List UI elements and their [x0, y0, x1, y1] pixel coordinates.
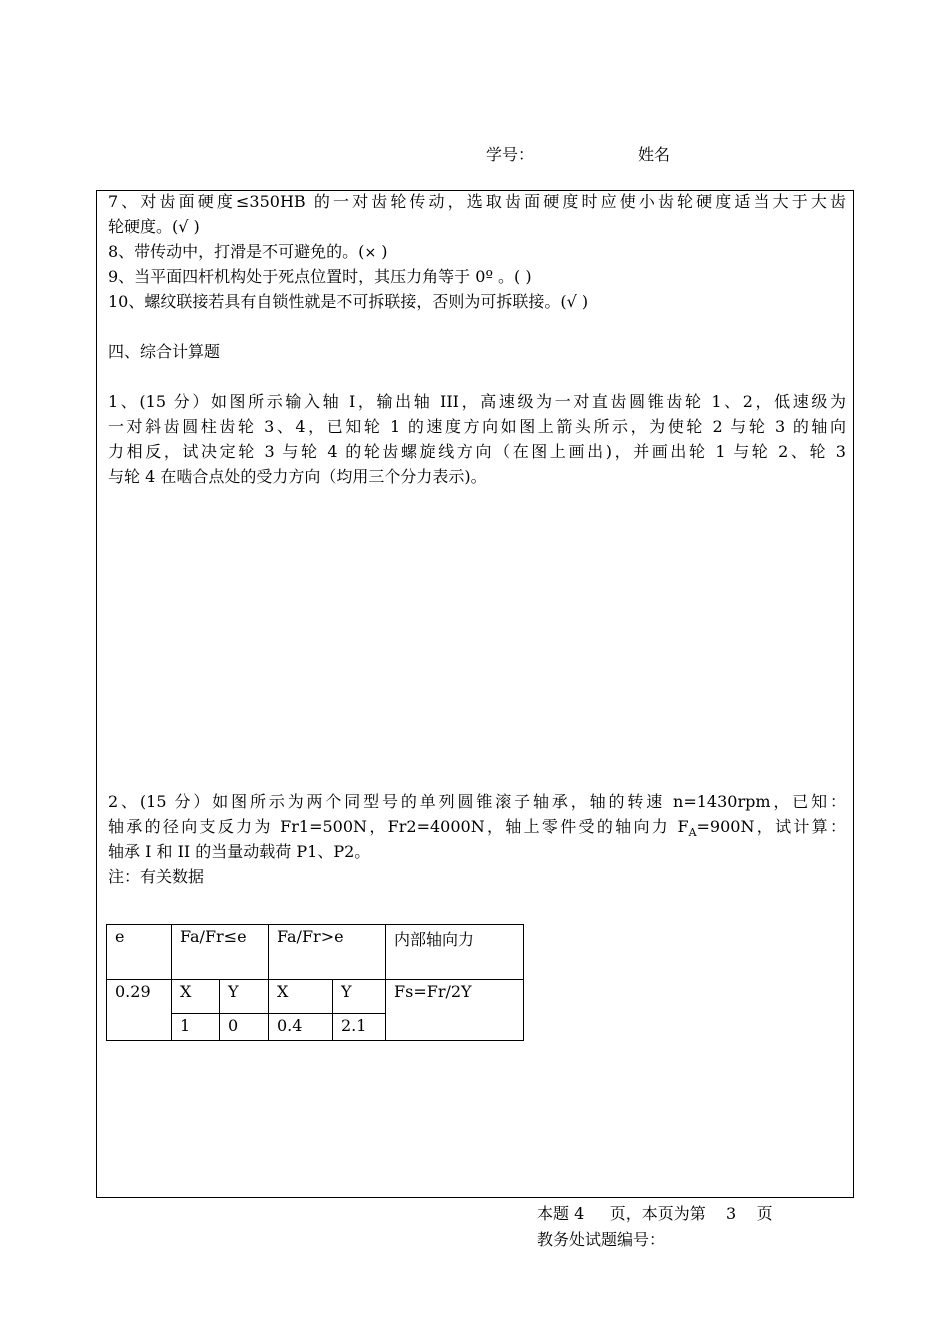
- cell-x2: X: [269, 980, 333, 1014]
- cell-y2-value: 2.1: [333, 1014, 386, 1041]
- question-7-line-2: 轮硬度。(√ ): [108, 217, 200, 236]
- problem-1-line-3: 力相反，试决定轮 3 与轮 4 的轮齿螺旋线方向（在图上画出)，并画出轮 1 与轮 2、轮 3: [108, 442, 846, 461]
- problem-1-line-4: 与轮 4 在啮合点处的受力方向（均用三个分力表示)。: [108, 467, 487, 486]
- problem-2-line-3: 轴承 I 和 II 的当量动载荷 P1、P2。: [108, 842, 371, 861]
- question-10: 10、螺纹联接若具有自锁性就是不可拆联接，否则为可拆联接。(√ ): [108, 292, 589, 311]
- problem-2-line-2-a: 轴承的径向支反力为 Fr1=500N，Fr2=4000N，轴上零件受的轴向力 F: [108, 817, 689, 836]
- bearing-data-table: [106, 924, 524, 1041]
- note-label: 注：有关数据: [108, 867, 205, 886]
- problem-1-line-1: 1、(15 分）如图所示输入轴 I，输出轴 III，高速级为一对直齿圆锥齿轮 1、2，低速级为: [108, 392, 846, 411]
- page-count: 本题 4 页，本页为第 3 页: [537, 1204, 773, 1223]
- problem-2-line-2: [108, 817, 846, 843]
- cell-x1-value: 1: [172, 1014, 220, 1041]
- cell-y1: Y: [220, 980, 269, 1014]
- question-9: 9、当平面四杆机构处于死点位置时，其压力角等于 0º 。( ): [108, 267, 532, 286]
- section-title: 四、综合计算题: [108, 342, 221, 361]
- problem-2-line-2-b: =900N，试计算：: [696, 817, 846, 836]
- name-label: 姓名: [638, 145, 671, 164]
- question-8: [108, 242, 388, 263]
- header-internal-force: 内部轴向力: [386, 925, 524, 980]
- problem-1-line-2: 一对斜齿圆柱齿轮 3、4，已知轮 1 的速度方向如图上箭头所示，为使轮 2 与轮 3 的轴向: [108, 417, 846, 436]
- subscript-a: A: [688, 826, 697, 840]
- cell-y1-value: 0: [220, 1014, 269, 1041]
- cell-x1: X: [172, 980, 220, 1014]
- problem-2-line-1: 2、(15 分）如图所示为两个同型号的单列圆锥滚子轴承，轴的转速 n=1430rpm，已知：: [108, 792, 846, 811]
- question-8-text: 8、带传动中，打滑是不可避免的。(: [108, 242, 365, 261]
- cell-formula: Fs=Fr/2Y: [386, 980, 524, 1041]
- cell-x2-value: 0.4: [269, 1014, 333, 1041]
- header-fa-fr-gt-e: Fa/Fr>e: [269, 925, 386, 980]
- header-e: e: [107, 925, 172, 980]
- exam-code-label: 教务处试题编号：: [537, 1230, 666, 1249]
- question-8-end: ): [376, 242, 388, 261]
- question-7-line-1: 7、对齿面硬度≤350HB 的一对齿轮传动，选取齿面硬度时应使小齿轮硬度适当大于大齿: [108, 192, 846, 211]
- header-fa-fr-le-e: Fa/Fr≤e: [172, 925, 269, 980]
- student-id-label: 学号：: [486, 145, 535, 164]
- cell-e-value: 0.29: [107, 980, 172, 1041]
- cross-mark: ×: [364, 245, 377, 261]
- cell-y2: Y: [333, 980, 386, 1014]
